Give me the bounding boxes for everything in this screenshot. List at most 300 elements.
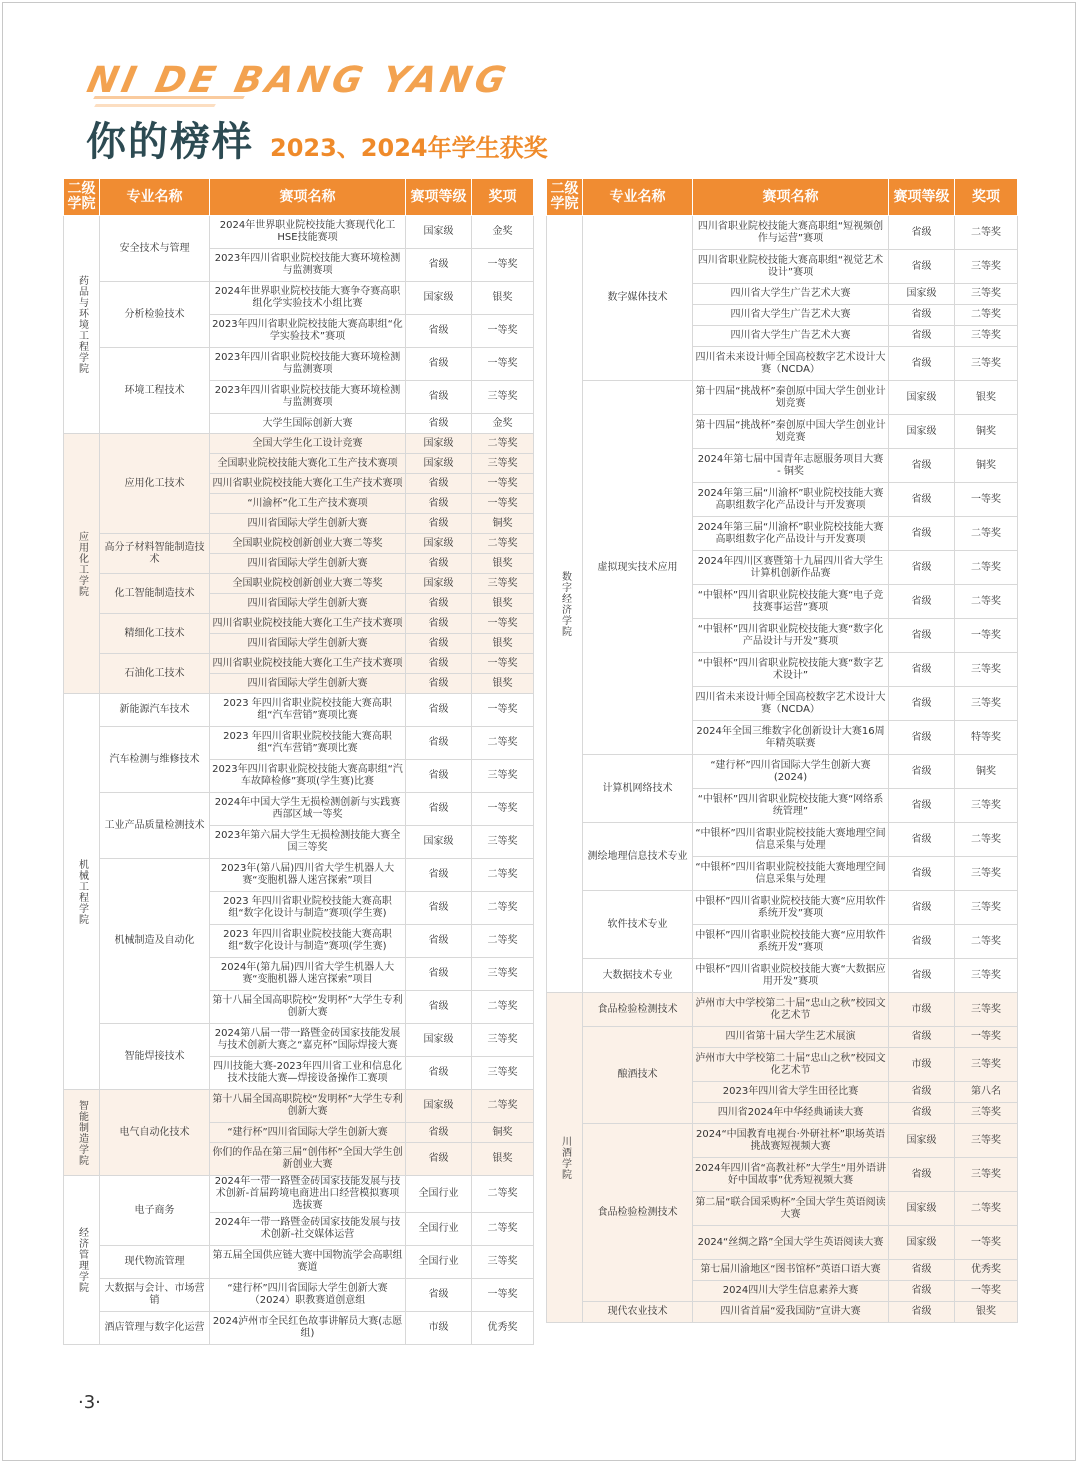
level-cell: 省级: [406, 958, 472, 991]
level-cell: 省级: [406, 793, 472, 826]
major-cell: 电气自动化技术: [100, 1090, 210, 1176]
award-cell: 二等奖: [955, 925, 1018, 959]
table-row: [64, 434, 534, 454]
event-cell: 泸州市大中学校第二十届“忠山之秋”校园文化艺术节: [693, 1048, 889, 1082]
table-row: [547, 1124, 1018, 1158]
event-cell: 2024泸州市全民红色故事讲解员大赛(志愿组): [210, 1312, 406, 1345]
level-cell: 省级: [406, 554, 472, 574]
major-cell: 电子商务: [100, 1176, 210, 1246]
college-cell: 数字经济学院: [547, 216, 583, 993]
event-cell: 2024年(第九届)四川省大学生机器人大赛“变胞机器人迷宫探索”项目: [210, 958, 406, 991]
event-cell: 全国大学生化工设计竞赛: [210, 434, 406, 454]
level-cell: 省级: [406, 614, 472, 634]
award-cell: 特等奖: [955, 721, 1018, 755]
major-cell: 化工智能制造技术: [100, 574, 210, 614]
table-header-row: [547, 179, 1018, 216]
major-cell: 工业产品质量检测技术: [100, 793, 210, 859]
event-cell: 大学生国际创新大赛: [210, 414, 406, 434]
event-cell: “建行杯”四川省国际大学生创新大赛（2024）职教赛道创意组: [210, 1279, 406, 1312]
level-cell: 国家级: [889, 1192, 955, 1226]
header-college: 二级学院: [64, 179, 100, 216]
award-cell: 三等奖: [472, 1057, 534, 1090]
award-cell: 银奖: [955, 381, 1018, 415]
event-cell: 2024年世界职业院校技能大赛现代化工HSE技能赛项: [210, 216, 406, 249]
event-cell: 2024“中国教育电视台·外研社杯”职场英语挑战赛短视频大赛: [693, 1124, 889, 1158]
award-cell: 一等奖: [472, 654, 534, 674]
level-cell: 国家级: [889, 1124, 955, 1158]
award-cell: 银奖: [472, 634, 534, 654]
level-cell: 省级: [889, 823, 955, 857]
level-cell: 省级: [889, 326, 955, 347]
table-row: [64, 574, 534, 594]
level-cell: 省级: [406, 991, 472, 1024]
award-cell: 二等奖: [472, 991, 534, 1024]
event-cell: 四川省职业院校技能大赛化工生产技术赛项: [210, 654, 406, 674]
event-cell: 第十八届全国高职院校“发明杯”大学生专利创新大赛: [210, 1090, 406, 1123]
event-cell: 四川省大学生广告艺术大赛: [693, 326, 889, 347]
event-cell: 2023年四川省大学生田径比赛: [693, 1082, 889, 1103]
major-cell: 食品检验检测技术: [583, 993, 693, 1027]
award-cell: 三等奖: [472, 958, 534, 991]
level-cell: 省级: [406, 315, 472, 348]
award-cell: 一等奖: [472, 694, 534, 727]
event-cell: 2023 年四川省职业院校技能大赛高职组“数字化设计与制造”赛项(学生赛): [210, 925, 406, 958]
level-cell: 省级: [406, 1123, 472, 1143]
level-cell: 省级: [889, 721, 955, 755]
table-row: [547, 959, 1018, 993]
level-cell: 省级: [889, 1082, 955, 1103]
table-row: [64, 1090, 534, 1123]
award-cell: 三等奖: [955, 891, 1018, 925]
event-cell: 2023年第六届大学生无损检测技能大赛全国三等奖: [210, 826, 406, 859]
event-cell: 2024年全国三维数字化创新设计大赛16周年精英联赛: [693, 721, 889, 755]
event-cell: “中银杯”四川省职业院校技能大赛地理空间信息采集与处理: [693, 823, 889, 857]
award-cell: 一等奖: [955, 1281, 1018, 1302]
table-row: [64, 348, 534, 381]
level-cell: 国家级: [406, 574, 472, 594]
event-cell: “中银杯”四川省职业院校技能大赛地理空间信息采集与处理: [693, 857, 889, 891]
table-row: [64, 1246, 534, 1279]
event-cell: 四川技能大赛-2023年四川省工业和信息化技术技能大赛—焊接设备操作工赛项: [210, 1057, 406, 1090]
award-cell: 三等奖: [472, 381, 534, 414]
event-cell: 四川省职业院校技能大赛高职组“短视频创作与运营”赛项: [693, 216, 889, 250]
award-cell: 二等奖: [472, 534, 534, 554]
header-level: 赛项等级: [406, 179, 472, 216]
college-cell: 经济管理学院: [64, 1176, 100, 1345]
table-row: [64, 216, 534, 249]
award-cell: 二等奖: [472, 434, 534, 454]
level-cell: 国家级: [406, 534, 472, 554]
event-cell: 第二届“联合国采购杯”全国大学生英语阅读大赛: [693, 1192, 889, 1226]
awards-table-left: [63, 178, 534, 1345]
major-cell: 应用化工技术: [100, 434, 210, 534]
event-cell: “中银杯”四川省职业院校技能大赛“数字艺术设计”: [693, 653, 889, 687]
award-cell: 三等奖: [955, 857, 1018, 891]
award-cell: 优秀奖: [472, 1312, 534, 1345]
event-cell: 四川省国际大学生创新大赛: [210, 594, 406, 614]
header-event: 赛项名称: [693, 179, 889, 216]
pinyin-heading: NI DE BANG YANG: [83, 60, 514, 101]
page-title: 你的榜样: [86, 119, 254, 165]
level-cell: 省级: [406, 348, 472, 381]
event-cell: 四川省国际大学生创新大赛: [210, 674, 406, 694]
event-cell: 全国职业院校技能大赛化工生产技术赛项: [210, 454, 406, 474]
table-row: [64, 1312, 534, 1345]
event-cell: 2023年四川省职业院校技能大赛环境检测与监测赛项: [210, 348, 406, 381]
level-cell: 省级: [889, 517, 955, 551]
major-cell: 虚拟现实技术应用: [583, 381, 693, 755]
event-cell: 2024年四川省“高教社杯”大学生“用外语讲好中国故事”优秀短视频大赛: [693, 1158, 889, 1192]
event-cell: 全国职业院校创新创业大赛二等奖: [210, 534, 406, 554]
major-cell: 大数据与会计、市场营销: [100, 1279, 210, 1312]
event-cell: 2023年四川省职业院校技能大赛高职组“化学实验技术”赛项: [210, 315, 406, 348]
major-cell: 酒店管理与数字化运营: [100, 1312, 210, 1345]
award-cell: 铜奖: [472, 1123, 534, 1143]
award-cell: 二等奖: [955, 551, 1018, 585]
table-row: [547, 993, 1018, 1027]
award-cell: 三等奖: [472, 454, 534, 474]
award-cell: 三等奖: [472, 574, 534, 594]
award-cell: 二等奖: [472, 1213, 534, 1246]
level-cell: 国家级: [406, 282, 472, 315]
award-cell: 三等奖: [955, 1103, 1018, 1124]
level-cell: 省级: [889, 1260, 955, 1281]
level-cell: 国家级: [406, 826, 472, 859]
table-row: [547, 755, 1018, 789]
event-cell: 2024四川大学生信息素养大赛: [693, 1281, 889, 1302]
award-cell: 二等奖: [472, 859, 534, 892]
major-cell: 分析检验技术: [100, 282, 210, 348]
award-cell: 银奖: [955, 1302, 1018, 1323]
award-cell: 铜奖: [955, 415, 1018, 449]
major-cell: 计算机网络技术: [583, 755, 693, 823]
award-cell: 银奖: [472, 674, 534, 694]
level-cell: 省级: [889, 1281, 955, 1302]
level-cell: 省级: [406, 694, 472, 727]
table-row: [64, 1279, 534, 1312]
table-row: [64, 859, 534, 892]
event-cell: 四川省大学生广告艺术大赛: [693, 305, 889, 326]
event-cell: 2024年一带一路暨金砖国家技能发展与技术创新-社交媒体运营: [210, 1213, 406, 1246]
table-row: [64, 282, 534, 315]
level-cell: 省级: [889, 857, 955, 891]
level-cell: 省级: [889, 305, 955, 326]
event-cell: “建行杯”四川省国际大学生创新大赛: [210, 1123, 406, 1143]
award-cell: 银奖: [472, 594, 534, 614]
table-row: [547, 823, 1018, 857]
college-cell: 药品与环境工程学院: [64, 216, 100, 434]
event-cell: 2023年四川省职业院校技能大赛环境检测与监测赛项: [210, 381, 406, 414]
award-cell: 二等奖: [955, 585, 1018, 619]
major-cell: 石油化工技术: [100, 654, 210, 694]
award-cell: 第八名: [955, 1082, 1018, 1103]
event-cell: 2024“丝绸之路”全国大学生英语阅读大赛: [693, 1226, 889, 1260]
event-cell: 四川省职业院校技能大赛高职组“视觉艺术设计”赛项: [693, 250, 889, 284]
level-cell: 省级: [406, 1279, 472, 1312]
major-cell: 现代物流管理: [100, 1246, 210, 1279]
level-cell: 省级: [889, 789, 955, 823]
award-cell: 一等奖: [472, 494, 534, 514]
event-cell: 四川省第十届大学生艺术展演: [693, 1027, 889, 1048]
table-row: [547, 1027, 1018, 1048]
award-cell: 铜奖: [955, 449, 1018, 483]
table-header-row: [64, 179, 534, 216]
college-cell: 川酒学院: [547, 993, 583, 1323]
level-cell: 省级: [406, 727, 472, 760]
award-cell: 银奖: [472, 282, 534, 315]
award-cell: 三等奖: [955, 1158, 1018, 1192]
award-cell: 金奖: [472, 216, 534, 249]
level-cell: 省级: [889, 619, 955, 653]
level-cell: 省级: [406, 514, 472, 534]
event-cell: “建行杯”四川省国际大学生创新大赛(2024): [693, 755, 889, 789]
award-cell: 三等奖: [955, 284, 1018, 305]
table-row: [64, 654, 534, 674]
level-cell: 省级: [406, 760, 472, 793]
level-cell: 全国行业: [406, 1213, 472, 1246]
header-major: 专业名称: [100, 179, 210, 216]
award-cell: 金奖: [472, 414, 534, 434]
major-cell: 食品检验检测技术: [583, 1124, 693, 1302]
award-cell: 一等奖: [472, 249, 534, 282]
award-cell: 二等奖: [955, 517, 1018, 551]
level-cell: 市级: [889, 993, 955, 1027]
level-cell: 国家级: [406, 454, 472, 474]
award-cell: 一等奖: [472, 348, 534, 381]
award-cell: 一等奖: [472, 793, 534, 826]
college-cell: 应用化工学院: [64, 434, 100, 694]
level-cell: 省级: [889, 449, 955, 483]
award-cell: 一等奖: [955, 1226, 1018, 1260]
award-cell: 一等奖: [472, 474, 534, 494]
event-cell: “川渝杯”化工生产技术赛项: [210, 494, 406, 514]
table-row: [64, 1176, 534, 1213]
page-number: ·3·: [78, 1392, 101, 1413]
level-cell: 全国行业: [406, 1246, 472, 1279]
level-cell: 国家级: [889, 1226, 955, 1260]
level-cell: 省级: [889, 250, 955, 284]
event-cell: 2023年(第八届)四川省大学生机器人大赛“变胞机器人迷宫探索”项目: [210, 859, 406, 892]
level-cell: 国家级: [889, 415, 955, 449]
event-cell: 四川省职业院校技能大赛化工生产技术赛项: [210, 474, 406, 494]
award-cell: 三等奖: [955, 326, 1018, 347]
level-cell: 省级: [406, 494, 472, 514]
event-cell: 第十四届“挑战杯”秦创原中国大学生创业计划竞赛: [693, 415, 889, 449]
award-cell: 三等奖: [472, 1024, 534, 1057]
table-row: [547, 1302, 1018, 1323]
decor-stripe: [94, 104, 216, 107]
major-cell: 汽车检测与维修技术: [100, 727, 210, 793]
level-cell: 省级: [406, 634, 472, 654]
event-cell: 第十八届全国高职院校“发明杯”大学生专利创新大赛: [210, 991, 406, 1024]
event-cell: 中银杯”四川省职业院校技能大赛“应用软件系统开发”赛项: [693, 925, 889, 959]
level-cell: 省级: [406, 925, 472, 958]
header-award: 奖项: [955, 179, 1018, 216]
level-cell: 省级: [406, 1143, 472, 1176]
major-cell: 数字媒体技术: [583, 216, 693, 381]
award-cell: 三等奖: [472, 1246, 534, 1279]
event-cell: 泸州市大中学校第二十届“忠山之秋”校园文化艺术节: [693, 993, 889, 1027]
level-cell: 省级: [406, 892, 472, 925]
level-cell: 省级: [889, 347, 955, 381]
major-cell: 测绘地理信息技术专业: [583, 823, 693, 891]
award-cell: 优秀奖: [955, 1260, 1018, 1281]
header-event: 赛项名称: [210, 179, 406, 216]
table-row: [547, 216, 1018, 250]
award-cell: 银奖: [472, 1143, 534, 1176]
level-cell: 省级: [889, 959, 955, 993]
level-cell: 省级: [889, 891, 955, 925]
level-cell: 国家级: [406, 216, 472, 249]
award-cell: 银奖: [472, 554, 534, 574]
level-cell: 省级: [406, 474, 472, 494]
level-cell: 省级: [889, 216, 955, 250]
award-cell: 二等奖: [955, 216, 1018, 250]
event-cell: 2023 年四川省职业院校技能大赛高职组“数字化设计与制造”赛项(学生赛): [210, 892, 406, 925]
event-cell: 四川省2024年中华经典诵读大赛: [693, 1103, 889, 1124]
award-cell: 二等奖: [472, 1090, 534, 1123]
level-cell: 省级: [889, 585, 955, 619]
award-cell: 三等奖: [955, 1048, 1018, 1082]
event-cell: 2023年四川省职业院校技能大赛环境检测与监测赛项: [210, 249, 406, 282]
major-cell: 软件技术专业: [583, 891, 693, 959]
award-cell: 三等奖: [955, 993, 1018, 1027]
event-cell: 2024第八届一带一路暨金砖国家技能发展与技术创新大赛之“嘉克杯”国际焊接大赛: [210, 1024, 406, 1057]
event-cell: 2024年中国大学生无损检测创新与实践赛西部区域一等奖: [210, 793, 406, 826]
level-cell: 省级: [889, 1158, 955, 1192]
event-cell: 2024年第三届“川渝杯”职业院校技能大赛高职组数字化产品设计与开发赛项: [693, 517, 889, 551]
event-cell: 中银杯”四川省职业院校技能大赛“应用软件系统开发”赛项: [693, 891, 889, 925]
event-cell: 2023 年四川省职业院校技能大赛高职组“汽车营销”赛项比赛: [210, 727, 406, 760]
header-college: 二级学院: [547, 179, 583, 216]
level-cell: 国家级: [406, 434, 472, 454]
award-cell: 三等奖: [955, 789, 1018, 823]
table-row: [64, 1024, 534, 1057]
event-cell: 你们的作品在第三届“创伟杯”全国大学生创新创业大赛: [210, 1143, 406, 1176]
award-cell: 三等奖: [955, 653, 1018, 687]
award-cell: 一等奖: [955, 619, 1018, 653]
college-cell: 智能制造学院: [64, 1090, 100, 1176]
award-cell: 三等奖: [955, 687, 1018, 721]
major-cell: 新能源汽车技术: [100, 694, 210, 727]
level-cell: 省级: [889, 687, 955, 721]
award-cell: 二等奖: [472, 727, 534, 760]
award-cell: 铜奖: [472, 514, 534, 534]
table-row: [64, 534, 534, 554]
award-cell: 一等奖: [955, 1027, 1018, 1048]
event-cell: 第十四届“挑战杯”秦创原中国大学生创业计划竞赛: [693, 381, 889, 415]
table-row: [547, 891, 1018, 925]
level-cell: 市级: [889, 1048, 955, 1082]
level-cell: 国家级: [889, 381, 955, 415]
event-cell: 第七届川渝地区“图书馆杯”英语口语大赛: [693, 1260, 889, 1281]
awards-table-right: [546, 178, 1018, 1323]
event-cell: 四川省未来设计师全国高校数字艺术设计大赛（NCDA）: [693, 347, 889, 381]
level-cell: 省级: [406, 654, 472, 674]
level-cell: 国家级: [406, 1090, 472, 1123]
event-cell: 第五届全国供应链大赛中国物流学会高职组赛道: [210, 1246, 406, 1279]
award-cell: 二等奖: [472, 925, 534, 958]
level-cell: 国家级: [889, 284, 955, 305]
level-cell: 全国行业: [406, 1176, 472, 1213]
major-cell: 安全技术与管理: [100, 216, 210, 282]
major-cell: 环境工程技术: [100, 348, 210, 434]
event-cell: “中银杯”四川省职业院校技能大赛“电子竞技赛事运营”赛项: [693, 585, 889, 619]
event-cell: 2023年四川省职业院校技能大赛高职组“汽车故障检修”赛项(学生赛)比赛: [210, 760, 406, 793]
award-cell: 三等奖: [955, 959, 1018, 993]
level-cell: 市级: [406, 1312, 472, 1345]
college-cell: 机械工程学院: [64, 694, 100, 1090]
page-subtitle: 2023、2024年学生获奖: [270, 134, 548, 162]
award-cell: 一等奖: [472, 1279, 534, 1312]
award-cell: 铜奖: [955, 755, 1018, 789]
major-cell: 大数据技术专业: [583, 959, 693, 993]
table-row: [64, 727, 534, 760]
table-row: [64, 793, 534, 826]
event-cell: 2024年世界职业院校技能大赛争夺赛高职组化学实验技术小组比赛: [210, 282, 406, 315]
event-cell: 2024年一带一路暨金砖国家技能发展与技术创新-首届跨境电商进出口经营模拟赛项选拔赛: [210, 1176, 406, 1213]
header-level: 赛项等级: [889, 179, 955, 216]
level-cell: 省级: [889, 1027, 955, 1048]
event-cell: 全国职业院校创新创业大赛二等奖: [210, 574, 406, 594]
level-cell: 省级: [406, 381, 472, 414]
major-cell: 酿酒技术: [583, 1027, 693, 1124]
table-row: [64, 614, 534, 634]
level-cell: 国家级: [406, 1024, 472, 1057]
event-cell: 四川省职业院校技能大赛化工生产技术赛项: [210, 614, 406, 634]
award-cell: 二等奖: [472, 892, 534, 925]
award-cell: 二等奖: [955, 305, 1018, 326]
award-cell: 二等奖: [472, 1176, 534, 1213]
level-cell: 省级: [889, 1302, 955, 1323]
event-cell: 四川省国际大学生创新大赛: [210, 634, 406, 654]
level-cell: 省级: [406, 414, 472, 434]
event-cell: 四川省未来设计师全国高校数字艺术设计大赛（NCDA）: [693, 687, 889, 721]
major-cell: 现代农业技术: [583, 1302, 693, 1323]
event-cell: “中银杯”四川省职业院校技能大赛“数字化产品设计与开发”赛项: [693, 619, 889, 653]
level-cell: 省级: [889, 755, 955, 789]
award-cell: 一等奖: [472, 315, 534, 348]
event-cell: 2024年四川区赛暨第十九届四川省大学生计算机创新作品赛: [693, 551, 889, 585]
event-cell: 四川省首届“爱我国防”宣讲大赛: [693, 1302, 889, 1323]
table-row: [547, 381, 1018, 415]
level-cell: 省级: [889, 551, 955, 585]
award-cell: 三等奖: [955, 250, 1018, 284]
event-cell: “中银杯”四川省职业院校技能大赛“网络系统管理”: [693, 789, 889, 823]
event-cell: 中银杯”四川省职业院校技能大赛“大数据应用开发”赛项: [693, 959, 889, 993]
event-cell: 2024年第三届“川渝杯”职业院校技能大赛高职组数字化产品设计与开发赛项: [693, 483, 889, 517]
major-cell: 机械制造及自动化: [100, 859, 210, 1024]
award-cell: 三等奖: [472, 760, 534, 793]
award-cell: 三等奖: [955, 347, 1018, 381]
event-cell: 四川省大学生广告艺术大赛: [693, 284, 889, 305]
level-cell: 省级: [889, 483, 955, 517]
level-cell: 省级: [406, 594, 472, 614]
level-cell: 省级: [889, 925, 955, 959]
header-major: 专业名称: [583, 179, 693, 216]
award-cell: 一等奖: [472, 614, 534, 634]
award-cell: 一等奖: [955, 483, 1018, 517]
major-cell: 精细化工技术: [100, 614, 210, 654]
event-cell: 2023 年四川省职业院校技能大赛高职组“汽车营销”赛项比赛: [210, 694, 406, 727]
level-cell: 省级: [406, 859, 472, 892]
level-cell: 省级: [406, 674, 472, 694]
event-cell: 2024年第七届中国青年志愿服务项目大赛 - 铜奖: [693, 449, 889, 483]
award-cell: 二等奖: [955, 1192, 1018, 1226]
level-cell: 省级: [889, 1103, 955, 1124]
major-cell: 智能焊接技术: [100, 1024, 210, 1090]
event-cell: 四川省国际大学生创新大赛: [210, 554, 406, 574]
